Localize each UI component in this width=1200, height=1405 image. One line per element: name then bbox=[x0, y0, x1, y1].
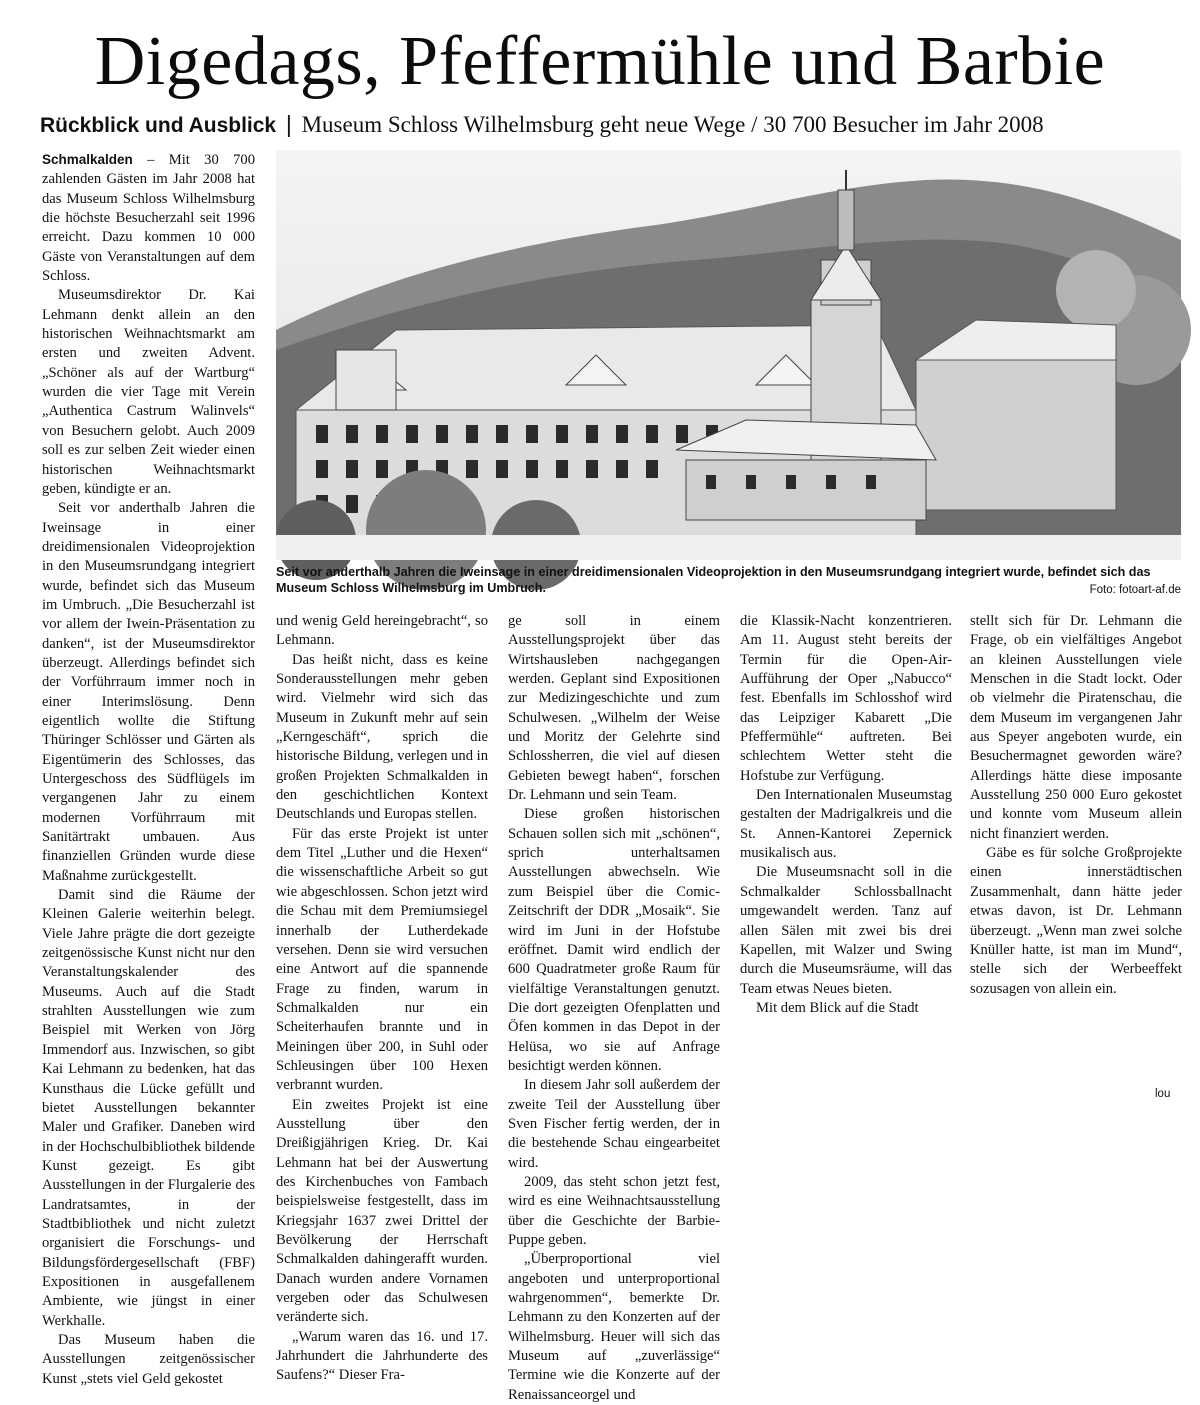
article-paragraph: 2009, das steht schon jetzt fest, wird es eine Weihnachtsausstellung über die Geschichte der Barbie-Puppe geben. bbox=[508, 1173, 720, 1248]
article-column-3 bbox=[508, 612, 720, 1403]
article-column-1 bbox=[42, 150, 255, 1387]
article-paragraph: Für das erste Projekt ist unter dem Titel „Luther und die Hexen“ die wissenschaftliche Arbeit so gut wie abgeschlossen. Schon jetzt wird die Schau mit dem Premiumsiegel innerhalb der Lutherdekade versehen. Denn sie wird versuchen eine Antwort auf die spannende Frage zu finden, warum in Schmalkalden nur ein Scheiterhaufen brannte und in Meiningen über 200, in Suhl oder Schleusingen über 100 Hexen verbrannt wurden. bbox=[276, 825, 488, 1094]
article-paragraph: und wenig Geld hereingebracht“, so Lehmann. bbox=[276, 613, 488, 649]
article-paragraph: Diese großen historischen Schauen sollen sich mit „schönen“, sprich unterhaltsamen Ausstellungen abwechseln. Wie zum Beispiel über die Comic-Zeitschrift der DDR „Mosaik“. Sie wird im Juni in der Hofstube eröffnet. Damit wird endlich der 600 Quadratmeter große Raum für vielfältige Veranstaltungen genutzt. Die dort gezeigten Ofenplatten und Öfen kommen in das Depot in der Helüsa, wo sie auf Anfrage besichtigt werden können. bbox=[508, 806, 720, 1074]
subheadline-text: Museum Schloss Wilhelmsburg geht neue Wege / 30 700 Besucher im Jahr 2008 bbox=[301, 112, 1044, 137]
article-column-4 bbox=[740, 612, 952, 1032]
article-paragraph: die Klassik-Nacht konzentrieren. Am 11. August steht bereits der Termin für die Open-Air-Aufführung der Oper „Nabucco“ fest. Ebenfalls im Schlosshof wird das Leipziger Kabarett „Die Pfeffermühle“ auftreten. Bei schlechtem Wetter steht die Hofstube zur Verfügung. bbox=[740, 613, 952, 784]
article-paragraph bbox=[42, 150, 255, 286]
article-paragraph: Damit sind die Räume der Kleinen Galerie weiterhin belegt. Viele Jahre prägte die dort gezeigte zeitgenössische Kunst nicht nur den Veranstaltungskalender des Museums. Auch auf die Stadt strahlten Ausstellungen wie zum Beispiel mit Werken von Jörg Immendorf aus. Inzwischen, so gibt Kai Lehmann zu bedenken, hat das Kunsthaus die Lücke gefüllt und bietet Ausstellungen bekannter Maler und Grafiker. Daneben wird in der Hochschulbibliothek bildende Kunst gezeigt. Es gibt Ausstellungen in der Flurgalerie des Landratsamtes, in der Stadtbibliothek und nicht zuletzt organisiert die Forschungs- und Bildungsfördergesellschaft (FBF) Expositionen in ausgefallenem Ambiente, wie jüngst in einer Werkhalle. bbox=[42, 887, 255, 1329]
article-paragraph: Mit dem Blick auf die Stadt bbox=[756, 999, 919, 1016]
castle-photo bbox=[276, 150, 1181, 560]
lead-text: – Mit 30 700 zahlenden Gästen im Jahr 2008 hat das Museum Schloss Wilhelmsburg die höchste Besucherzahl seit 1996 erreicht. Dazu kommen 10 000 Gäste von Veranstaltungen auf dem Schloss. bbox=[42, 152, 255, 285]
article-paragraph: „Warum waren das 16. und 17. Jahrhundert die Jahrhunderte des Saufens?“ Dieser Fra- bbox=[276, 1328, 488, 1384]
article-paragraph: stellt sich für Dr. Lehmann die Frage, ob ein vielfältiges Angebot an kleinen Ausstellungen viele Menschen in die Stadt lockt. Oder ob vielmehr die Piratenschau, die dem Museum im vergangenen Jahr aus Speyer angeboten wurde, ein Besuchermagnet geworden wäre? Allerdings hätte diese imposante Ausstellung 250 000 Euro gekostet und konnte vom Museum allein nicht finanziert werden. bbox=[970, 613, 1182, 842]
article-paragraph: ge soll in einem Ausstellungsprojekt über das Wirtshausleben nachgegangen werden. Geplant sind Expositionen zur Medizingeschichte und zum Schulwesen. „Wilhelm der Weise und Moritz der Gelehrte sind Schlossherren, die viel auf diesen Gebieten bewegt haben“, forschen Dr. Lehmann und sein Team. bbox=[508, 613, 720, 804]
kicker: Rückblick und Ausblick bbox=[40, 114, 277, 137]
subheadline bbox=[40, 108, 1180, 142]
article-paragraph: Den Internationalen Museumstag gestalten der Madrigalkreis und die St. Annen-Kantorei Zepernick musikalisch aus. bbox=[740, 787, 952, 862]
article-paragraph: Das Museum haben die Ausstellungen zeitgenössischer Kunst „stets viel Geld gekostet bbox=[42, 1331, 255, 1387]
article-paragraph: Museumsdirektor Dr. Kai Lehmann denkt allein an den historischen Weihnachtsmarkt am ersten und zweiten Advent. „Schöner als auf der Wartburg“ wurden die vier Tage mit Verein „Authentica Castrum Walinvels“ von Besuchern gelobt. Auch 2009 soll es zur selben Zeit wieder einen historischen Weihnachtsmarkt geben, kündigte er an. bbox=[42, 287, 255, 497]
article-paragraph: In diesem Jahr soll außerdem der zweite Teil der Ausstellung über Sven Fischer fertig werden, der in die bestehende Schau eingearbeitet wird. bbox=[508, 1077, 720, 1171]
photo-credit: Foto: fotoart-af.de bbox=[1089, 584, 1181, 596]
article-column-2 bbox=[276, 612, 488, 1384]
dateline: Schmalkalden bbox=[42, 152, 133, 167]
photo-caption: Seit vor anderthalb Jahren die Iweinsage in einer dreidimensionalen Videoprojektion in den Museumsrundgang integriert wurde, befindet sich das Museum Schloss Wilhelmsburg im Umbruch. bbox=[276, 565, 1151, 595]
subline-separator: | bbox=[285, 111, 292, 137]
article-paragraph: Das heißt nicht, dass es keine Sonderausstellungen mehr geben wird. Vielmehr wird sich das Museum in Zukunft mehr auf sein „Kerngeschäft“, sprich die historische Bildung, verlegen und in großen Projekten Schmalkalden in den geschichtlichen Kontext Deutschlands und Europas stellen. bbox=[276, 651, 488, 823]
headline: Digedags, Pfeffermühle und Barbie bbox=[94, 23, 1106, 100]
article-paragraph: Ein zweites Projekt ist eine Ausstellung über den Dreißigjährigen Krieg. Dr. Kai Lehmann hat bei der Auswertung des Kirchenbuches von Fambach beispielsweise festgestellt, dass im Kriegsjahr 1637 zwei Drittel der Bevölkerung der Herrschaft Schmalkalden dahingerafft wurden. Danach wurden andere Vornamen vergeben oder das Schulwesen veränderte sich. bbox=[276, 1096, 488, 1326]
article-paragraph: „Überproportional viel angeboten und unterproportional wahrgenommen“, bemerkte Dr. Lehmann zu den Konzerten auf der Wilhelmsburg. Heuer will sich das Museum auf „zuverlässige“ Termine wie die Konzerte auf der Renaissanceorgel und bbox=[508, 1251, 720, 1403]
article-column-5 bbox=[970, 612, 1182, 1032]
article-paragraph: Seit vor anderthalb Jahren die Iweinsage in einer dreidimensionalen Videoprojektion in den Museumsrundgang integriert wurde, befindet sich das Museum im Umbruch. „Die Besucherzahl ist vor allem der Iwein-Präsentation zu danken“, ist der Museumsdirektor überzeugt. Allerdings befindet sich der Vorführraum immer noch in einer Interimslösung. Denn eigentlich wollte die Stiftung Thüringer Schlösser und Gärten als Eigentümerin des Schlosses, das Untergeschoss des Südflügels im vergangenen Jahr zu einem modernen Vorführraum mit Sanitärtrakt umbauen. Aus finanziellen Gründen wurde diese Maßnahme zurückgestellt. bbox=[42, 500, 255, 884]
article-paragraph: Die Museumsnacht soll in die Schmalkalder Schlossballnacht umgewandelt werden. Tanz auf allen Sälen mit zwei bis drei Kapellen, mit Walzer und Swing durch die Museumsräume, will das Team etwas Neues bieten. bbox=[740, 864, 952, 997]
article-paragraph: Gäbe es für solche Großprojekte einen innerstädtischen Zusammenhalt, dann hätte jeder etwas davon, ist Dr. Lehmann überzeugt. „Wenn man zwei solche Knüller hatte, ist man im Mund“, stelle sich der Werbeeffekt sozusagen von allein ein. bbox=[970, 845, 1182, 997]
author-initials: lou bbox=[1155, 1088, 1171, 1100]
